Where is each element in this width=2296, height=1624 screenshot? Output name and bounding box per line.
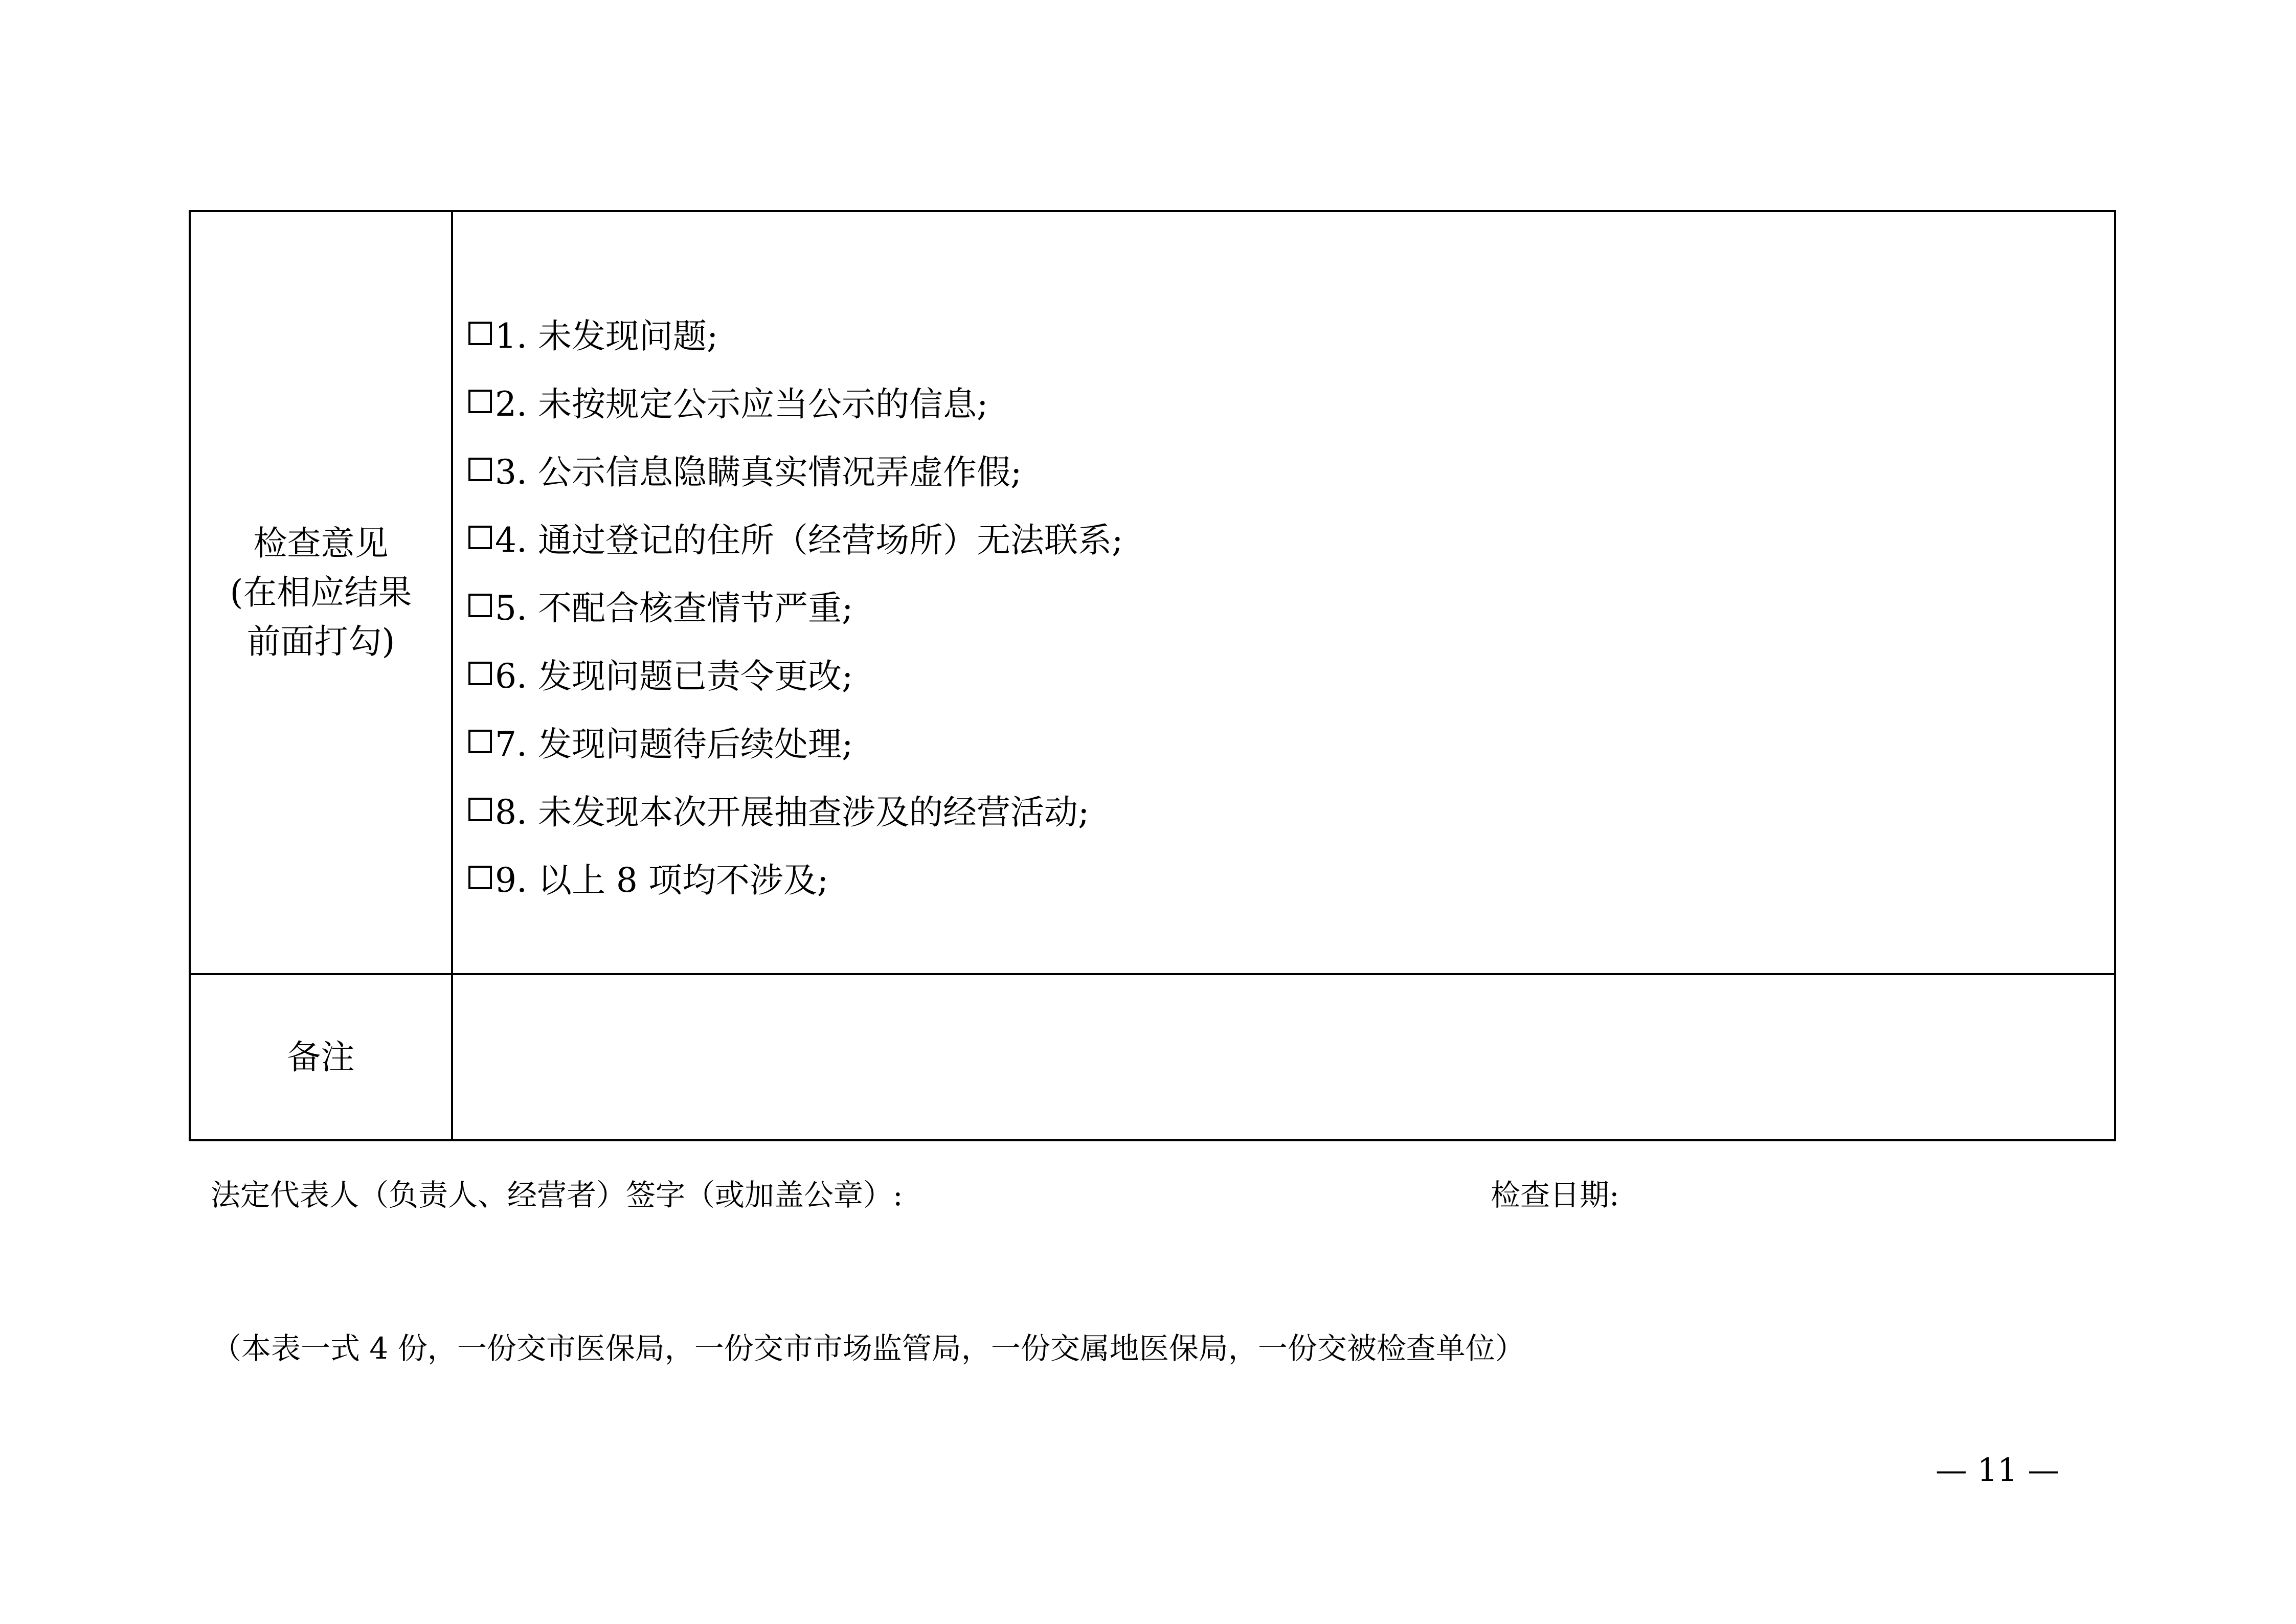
signature-label: 法定代表人（负责人、经营者）签字（或加盖公章）:: [211, 1178, 903, 1212]
option-item-1[interactable]: [468, 299, 1123, 367]
option-item-8[interactable]: [468, 775, 1123, 843]
option-item-2[interactable]: [468, 367, 1123, 435]
option-label-7: 7. 发现问题待后续处理;: [495, 725, 853, 764]
option-label-4: 4. 通过登记的住所（经营场所）无法联系;: [495, 521, 1123, 560]
option-label-8: 8. 未发现本次开展抽查涉及的经营活动;: [495, 793, 1090, 832]
remarks-field[interactable]: [453, 975, 2114, 1139]
option-item-9[interactable]: [468, 843, 1123, 911]
inspection-options-list: [468, 299, 1123, 911]
option-label-1: 1. 未发现问题;: [495, 317, 718, 356]
checkbox-option-2[interactable]: [468, 390, 492, 413]
option-item-4[interactable]: [468, 503, 1123, 571]
checkbox-option-1[interactable]: [468, 322, 492, 345]
option-label-2: 2. 未按规定公示应当公示的信息;: [495, 385, 988, 424]
remarks-row: [191, 975, 2114, 1139]
option-label-9: 9. 以上 8 项均不涉及;: [495, 861, 829, 900]
option-label-6: 6. 发现问题已责令更改;: [495, 657, 853, 696]
inspection-form-table: [189, 210, 2116, 1141]
checkbox-option-9[interactable]: [468, 866, 492, 889]
checkbox-option-8[interactable]: [468, 798, 492, 821]
checkbox-option-4[interactable]: [468, 526, 492, 549]
opinion-label-line-1: 检查意见: [253, 524, 389, 563]
option-label-5: 5. 不配合核查情节严重;: [495, 589, 853, 628]
option-label-3: 3. 公示信息隐瞒真实情况弄虚作假;: [495, 453, 1022, 492]
inspection-date-label: 检查日期:: [1491, 1178, 1619, 1212]
option-item-7[interactable]: [468, 707, 1123, 775]
inspection-opinion-row: [191, 212, 2114, 975]
option-item-6[interactable]: [468, 639, 1123, 707]
page-number: — 11 —: [1935, 1451, 2060, 1488]
checkbox-option-3[interactable]: [468, 458, 492, 481]
option-item-5[interactable]: [468, 571, 1123, 639]
inspection-opinion-label: [191, 212, 453, 973]
opinion-label-line-2: (在相应结果: [230, 573, 412, 612]
remarks-label: 备注: [191, 975, 453, 1139]
inspection-opinion-options-cell: [453, 212, 2114, 973]
checkbox-option-5[interactable]: [468, 594, 492, 617]
option-item-3[interactable]: [468, 435, 1123, 503]
checkbox-option-7[interactable]: [468, 730, 492, 753]
checkbox-option-6[interactable]: [468, 662, 492, 685]
opinion-label-line-3: 前面打勾): [246, 622, 395, 661]
copies-note: （本表一式 4 份，一份交市医保局，一份交市市场监管局，一份交属地医保局，一份交被检查单位）: [212, 1331, 1525, 1366]
